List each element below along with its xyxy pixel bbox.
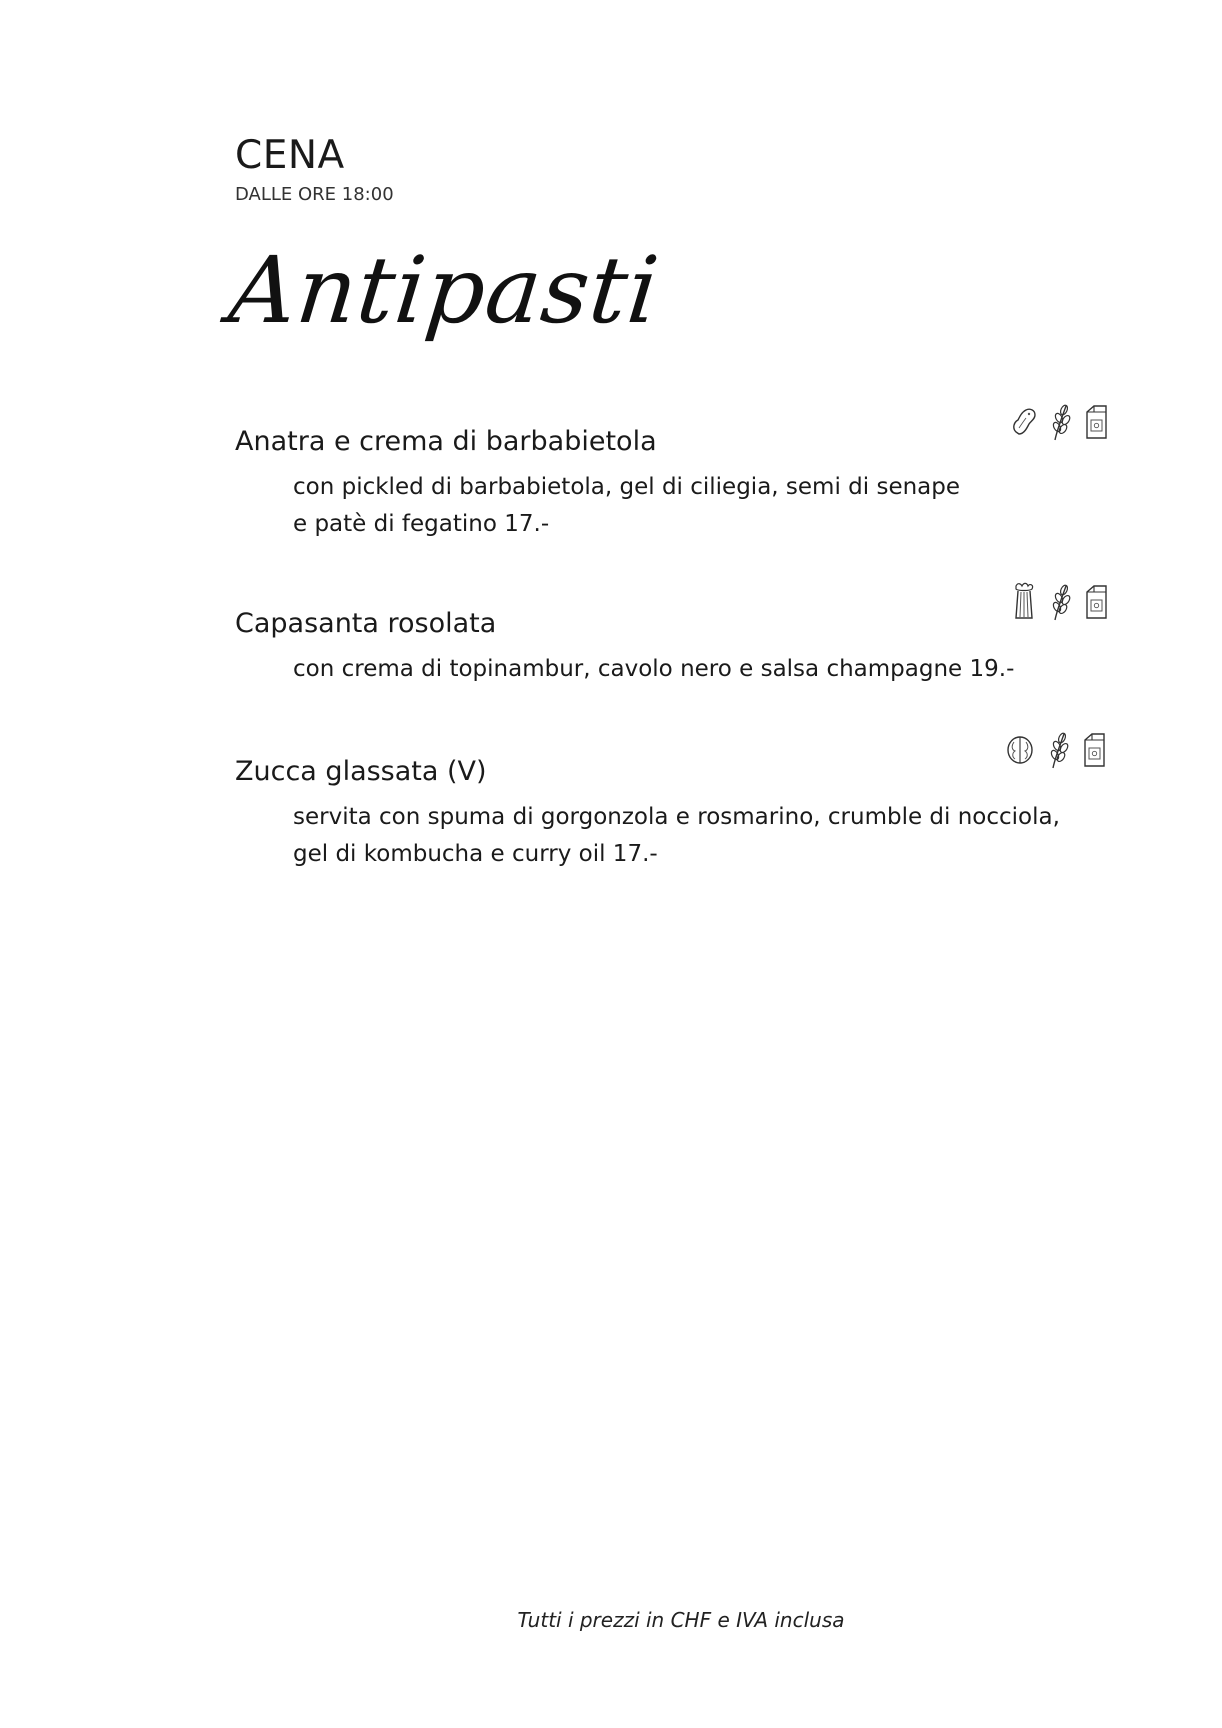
dish-name: Capasanta rosolata [235, 608, 497, 639]
dish-description-line: con crema di topinambur, cavolo nero e salsa champagne 19.- [293, 656, 1015, 682]
dish-description-line: e patè di fegatino 17.- [293, 511, 550, 537]
walnut-icon [1004, 726, 1036, 772]
dish-description-line: gel di kombucha e curry oil 17.- [293, 841, 658, 867]
allergen-icons [1004, 726, 1108, 772]
gluten-icon [1046, 578, 1074, 624]
milk-icon [1080, 726, 1108, 772]
dish-item [235, 610, 1135, 688]
price-note: Tutti i prezzi in CHF e IVA inclusa [517, 1608, 845, 1632]
dish-name: Zucca glassata (V) [235, 756, 487, 787]
page-title: CENA [235, 133, 345, 178]
dish-item [235, 428, 1135, 543]
milk-icon [1082, 578, 1110, 624]
celery-icon [1010, 578, 1038, 624]
section-title: Antipasti [224, 237, 665, 344]
gluten-icon [1046, 398, 1074, 444]
dish-description [293, 651, 1133, 688]
dish-description-line: con pickled di barbabietola, gel di ciliegia, semi di senape [293, 474, 961, 500]
service-hours: DALLE ORE 18:00 [235, 184, 394, 205]
milk-icon [1082, 398, 1110, 444]
allergen-icons [1010, 578, 1110, 624]
dish-description-line: servita con spuma di gorgonzola e rosmarino, crumble di nocciola, [293, 804, 1060, 830]
nuts-icon [1010, 398, 1038, 444]
dish-description [293, 799, 1133, 873]
dish-item [235, 758, 1135, 873]
gluten-icon [1044, 726, 1072, 772]
dish-name: Anatra e crema di barbabietola [235, 426, 657, 457]
dish-description [293, 469, 1133, 543]
allergen-icons [1010, 398, 1110, 444]
